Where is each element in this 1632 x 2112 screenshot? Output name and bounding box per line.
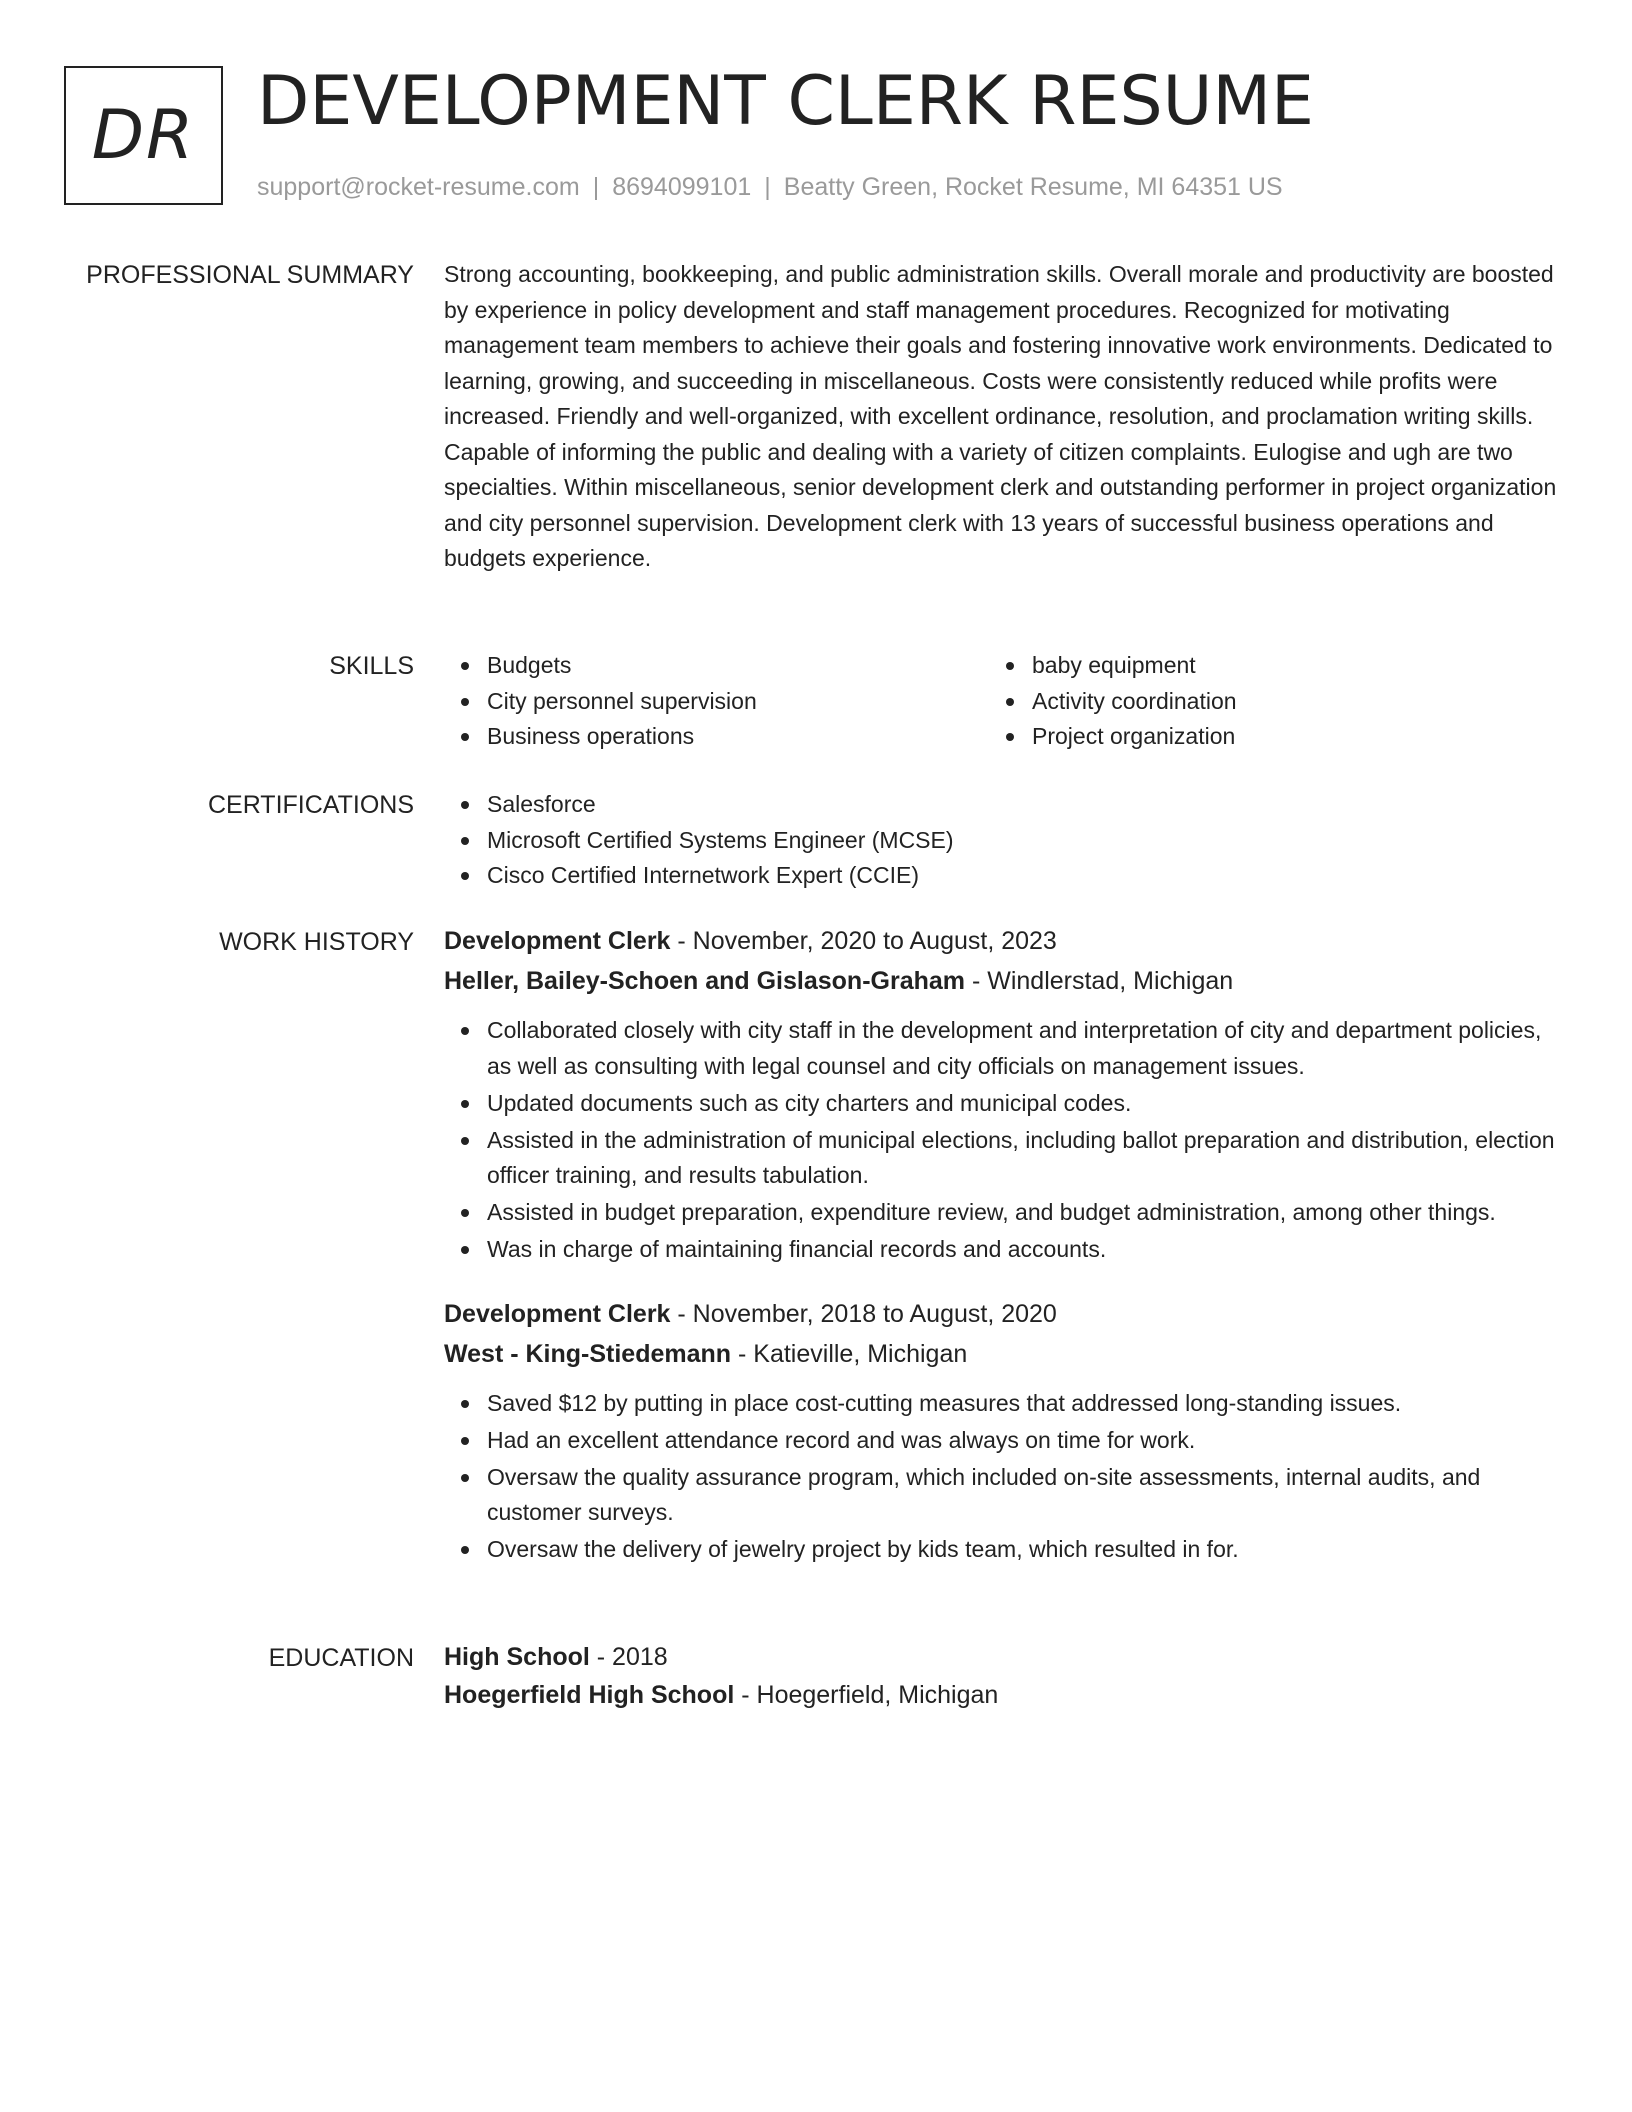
job-location: - Katieville, Michigan (731, 1339, 968, 1368)
skills-heading: SKILLS (329, 652, 414, 680)
job-bullet-list (444, 1013, 1568, 1268)
job-bullet: Had an excellent attendance record and was always on time for work. (487, 1423, 1568, 1459)
job-bullet-list (444, 1386, 1568, 1568)
job-bullet: Updated documents such as city charters and municipal codes. (487, 1086, 1568, 1122)
job-company: West - King-Stiedemann (444, 1339, 732, 1368)
education-year: - 2018 (589, 1643, 668, 1671)
job-location: - Windlerstad, Michigan (965, 967, 1234, 995)
contact-line (257, 172, 1283, 202)
summary-body (444, 257, 1568, 577)
job-bullet: Was in charge of maintaining financial records and accounts. (487, 1232, 1568, 1268)
monogram-badge: DR (64, 66, 223, 205)
resume-header (64, 62, 1568, 208)
contact-separator: | (764, 173, 771, 201)
job-title-line (444, 1294, 1568, 1334)
job-company: Heller, Bailey-Schoen and Gislason-Graham (444, 967, 966, 995)
skill-item: Project organization (1032, 719, 1534, 755)
certifications-list (444, 787, 1568, 894)
certifications-body (444, 787, 1568, 894)
skills-list-left (444, 648, 989, 755)
certifications-heading: CERTIFICATIONS (207, 791, 414, 819)
job-dates: - November, 2020 to August, 2023 (670, 927, 1057, 955)
contact-phone: 8694099101 (612, 173, 752, 201)
education-heading: EDUCATION (268, 1644, 414, 1672)
contact-address: Beatty Green, Rocket Resume, MI 64351 US (783, 173, 1283, 201)
skill-item: Activity coordination (1032, 684, 1534, 720)
certification-item: Microsoft Certified Systems Engineer (MCSE) (487, 823, 1568, 859)
job-bullet: Assisted in the administration of municipal elections, including ballot preparation and distribution, election officer training, and results tabulation. (487, 1123, 1568, 1194)
job-company-line (444, 961, 1568, 1001)
job-entry (444, 1294, 1568, 1568)
certification-item: Cisco Certified Internetwork Expert (CCIE) (487, 858, 1568, 894)
education-location: - Hoegerfield, Michigan (734, 1681, 999, 1709)
summary-heading: PROFESSIONAL SUMMARY (86, 261, 414, 289)
skill-item: City personnel supervision (487, 684, 989, 720)
education-body (444, 1638, 1568, 1714)
summary-text: Strong accounting, bookkeeping, and public administration skills. Overall morale and productivity are boosted by experience in policy development and staff management procedures. Recognized for motivating management team members to achieve their goals and fostering innovative work environments. Dedicated to learning, growing, and succeeding in miscellaneous. Costs were consistently reduced while profits were increased. Friendly and well-organized, with excellent ordinance, resolution, and proclamation writing skills. Capable of informing the public and dealing with a variety of citizen complaints. Eulogise and ugh are two specialties. Within miscellaneous, senior development clerk and outstanding performer in project organization and city personnel supervision. Development clerk with 13 years of successful business operations and budgets experience. (444, 261, 1557, 571)
skill-item: Budgets (487, 648, 989, 684)
job-entry (444, 921, 1568, 1268)
resume-title: DEVELOPMENT CLERK RESUME (257, 62, 1315, 141)
job-bullet: Collaborated closely with city staff in the development and interpretation of city and department policies, as well as consulting with legal counsel and city officials on management issues. (487, 1013, 1568, 1084)
job-bullet: Oversaw the delivery of jewelry project by kids team, which resulted in for. (487, 1532, 1568, 1568)
skill-item: baby equipment (1032, 648, 1534, 684)
certification-item: Salesforce (487, 787, 1568, 823)
job-title-line (444, 921, 1568, 961)
job-title: Development Clerk (444, 927, 671, 955)
skills-list-right (989, 648, 1534, 755)
education-degree: High School (444, 1643, 590, 1671)
job-dates: - November, 2018 to August, 2020 (670, 1299, 1057, 1328)
job-bullet: Assisted in budget preparation, expenditure review, and budget administration, among other things. (487, 1195, 1568, 1231)
education-school-line (444, 1676, 1568, 1714)
work-history-heading: WORK HISTORY (219, 928, 414, 956)
contact-separator: | (592, 173, 600, 201)
education-degree-line (444, 1638, 1568, 1676)
job-bullet: Oversaw the quality assurance program, which included on-site assessments, internal audits, and customer surveys. (487, 1460, 1568, 1531)
work-history-body (444, 921, 1568, 1569)
contact-email: support@rocket-resume.com (257, 173, 580, 201)
education-school: Hoegerfield High School (444, 1681, 735, 1709)
skill-item: Business operations (487, 719, 989, 755)
job-title: Development Clerk (444, 1299, 671, 1328)
job-company-line (444, 1334, 1568, 1374)
skills-body (444, 648, 1568, 755)
job-bullet: Saved $12 by putting in place cost-cutting measures that addressed long-standing issues. (487, 1386, 1568, 1422)
